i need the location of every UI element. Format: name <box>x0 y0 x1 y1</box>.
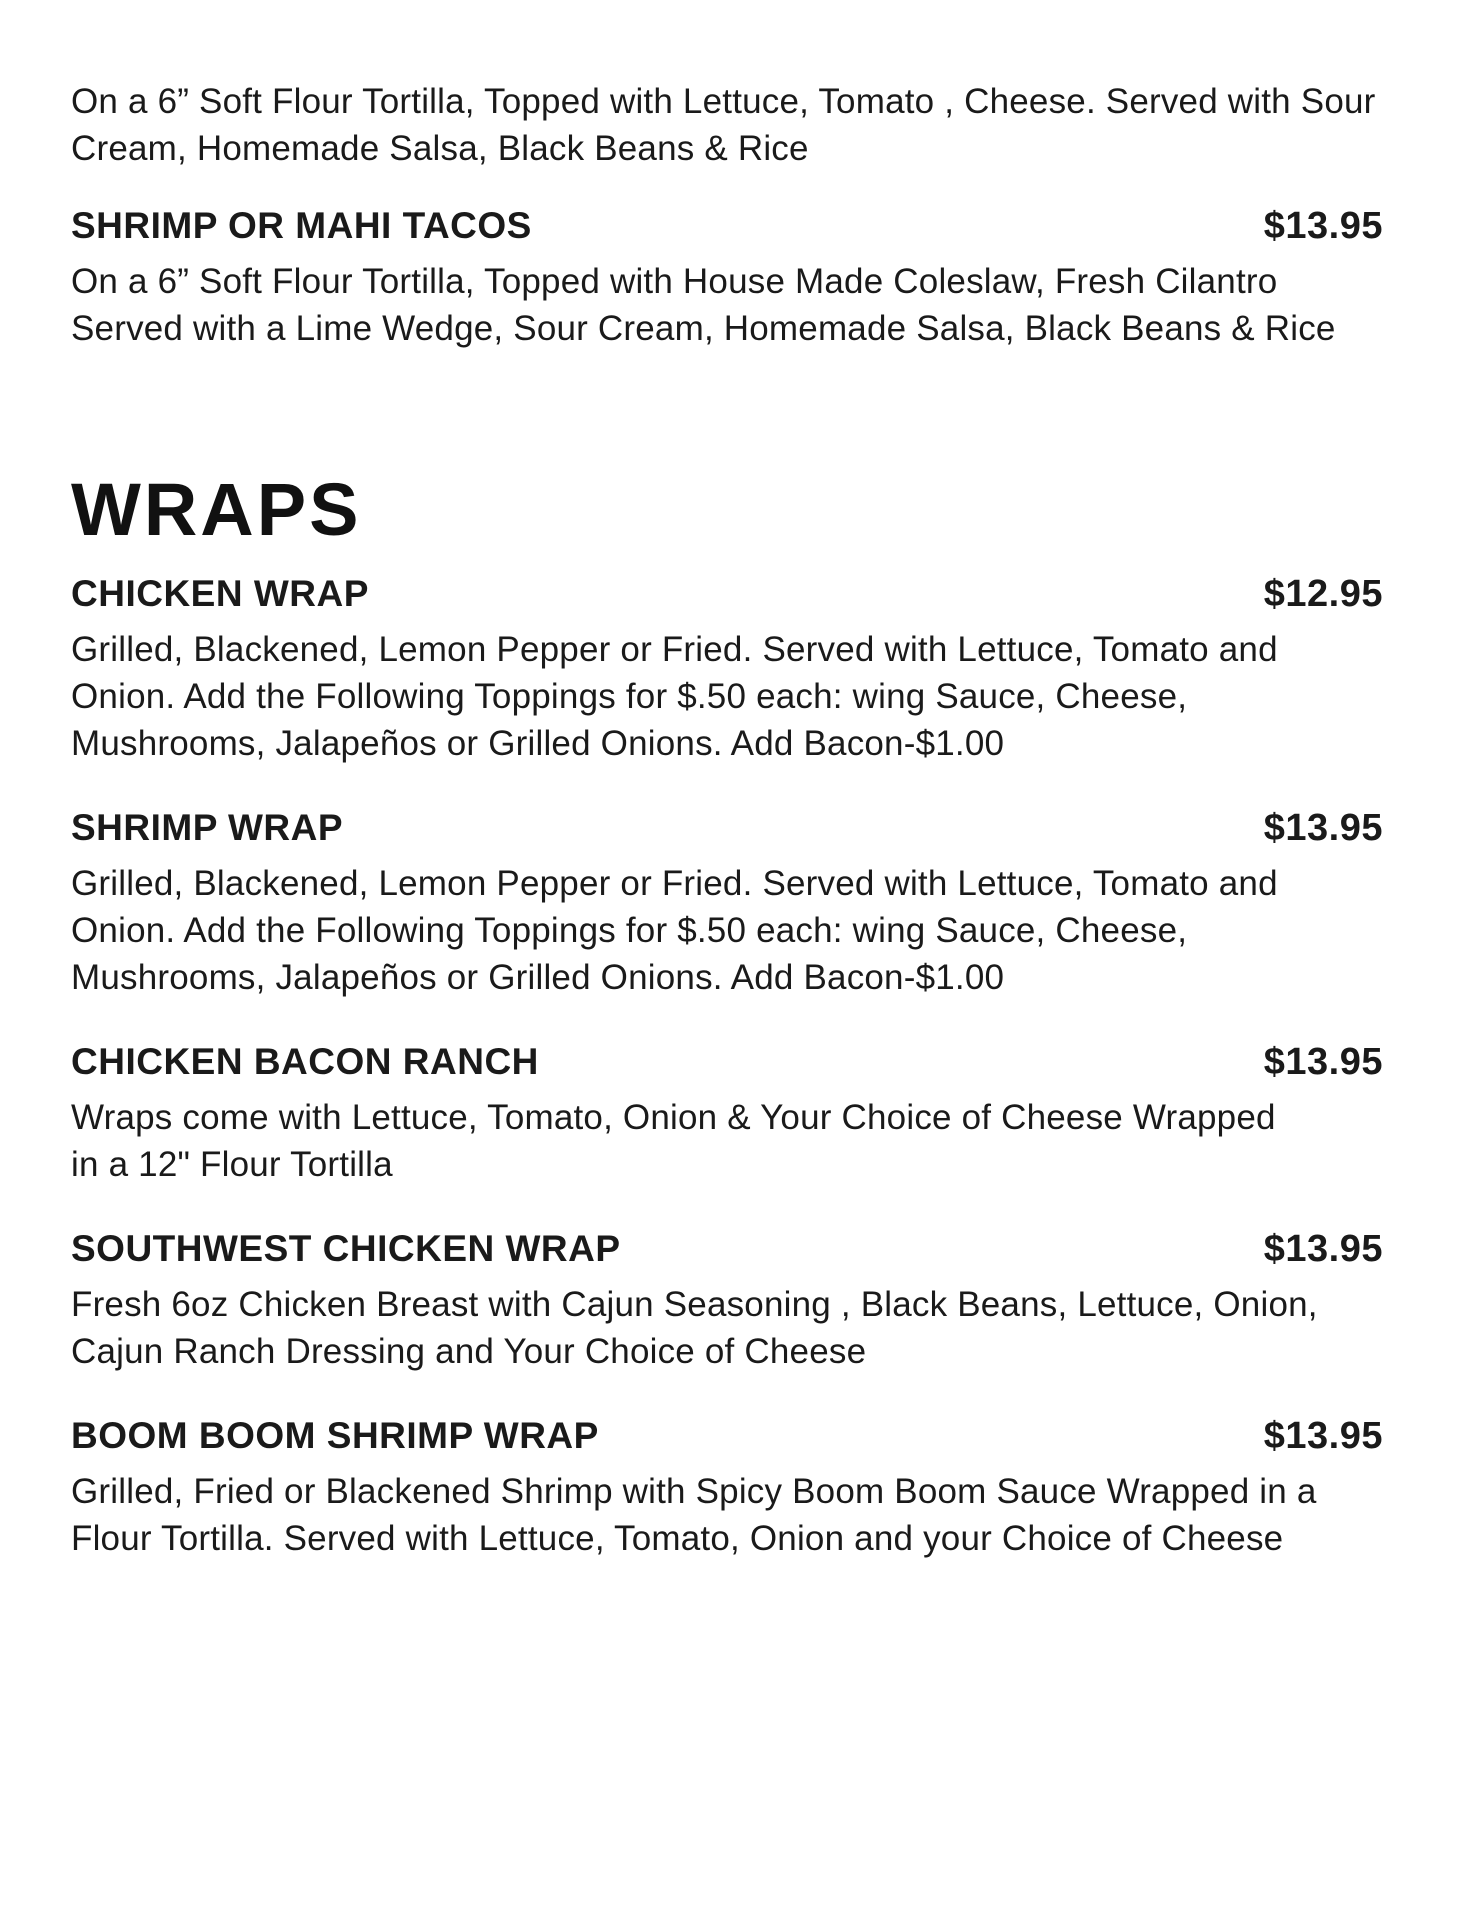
menu-item-header <box>71 1412 1383 1460</box>
menu-item-header <box>71 1038 1383 1086</box>
menu-item-price: $12.95 <box>1263 573 1383 615</box>
menu-item-name: CHICKEN BACON RANCH <box>71 1041 539 1082</box>
menu-item-shrimp-wrap <box>71 804 1383 1001</box>
menu-item-description: Grilled, Fried or Blackened Shrimp with Spicy Boom Boom Sauce Wrapped in a Flour Tortilla. Served with Lettuce, Tomato, Onion and your Choice of Cheese <box>71 1472 1317 1558</box>
menu-item-description: Wraps come with Lettuce, Tomato, Onion & Your Choice of Cheese Wrapped in a 12" Flour Tortilla <box>71 1098 1276 1184</box>
menu-item-southwest-chicken-wrap <box>71 1225 1383 1375</box>
menu-item-description: Grilled, Blackened, Lemon Pepper or Fried. Served with Lettuce, Tomato and Onion. Add the Following Toppings for $.50 each: wing Sauce, Cheese, Mushrooms, Jalapeños or Grilled Onions. Add Bacon-$1.00 <box>71 864 1278 997</box>
menu-item-name: SHRIMP WRAP <box>71 807 344 848</box>
menu-item-price: $13.95 <box>1263 1041 1383 1083</box>
menu-item-name: CHICKEN WRAP <box>71 573 369 614</box>
menu-item-description: On a 6” Soft Flour Tortilla, Topped with House Made Coleslaw, Fresh Cilantro Served with a Lime Wedge, Sour Cream, Homemade Salsa, Black Beans & Rice <box>71 262 1336 348</box>
menu-page <box>71 78 1383 1562</box>
section-title-wraps: WRAPS <box>71 468 362 551</box>
menu-item-chicken-wrap <box>71 570 1383 767</box>
menu-item-price: $13.95 <box>1263 1228 1383 1270</box>
menu-item-name: SHRIMP OR MAHI TACOS <box>71 205 532 246</box>
menu-item-price: $13.95 <box>1263 807 1383 849</box>
menu-item-price: $13.95 <box>1263 1415 1383 1457</box>
menu-item-header <box>71 1225 1383 1273</box>
menu-item-name: BOOM BOOM SHRIMP WRAP <box>71 1415 599 1456</box>
intro-description: On a 6” Soft Flour Tortilla, Topped with Lettuce, Tomato , Cheese. Served with Sour Cream, Homemade Salsa, Black Beans & Rice <box>71 82 1376 168</box>
menu-item-shrimp-mahi-tacos <box>71 202 1383 352</box>
menu-item-chicken-bacon-ranch <box>71 1038 1383 1188</box>
menu-item-name: SOUTHWEST CHICKEN WRAP <box>71 1228 621 1269</box>
menu-item-header <box>71 570 1383 618</box>
menu-item-description: Grilled, Blackened, Lemon Pepper or Fried. Served with Lettuce, Tomato and Onion. Add the Following Toppings for $.50 each: wing Sauce, Cheese, Mushrooms, Jalapeños or Grilled Onions. Add Bacon-$1.00 <box>71 630 1278 763</box>
menu-item-header <box>71 804 1383 852</box>
menu-item-boom-boom-shrimp-wrap <box>71 1412 1383 1562</box>
menu-item-header <box>71 202 1383 250</box>
menu-item-description: Fresh 6oz Chicken Breast with Cajun Seasoning , Black Beans, Lettuce, Onion, Cajun Ranch Dressing and Your Choice of Cheese <box>71 1285 1318 1371</box>
menu-item-price: $13.95 <box>1263 205 1383 247</box>
